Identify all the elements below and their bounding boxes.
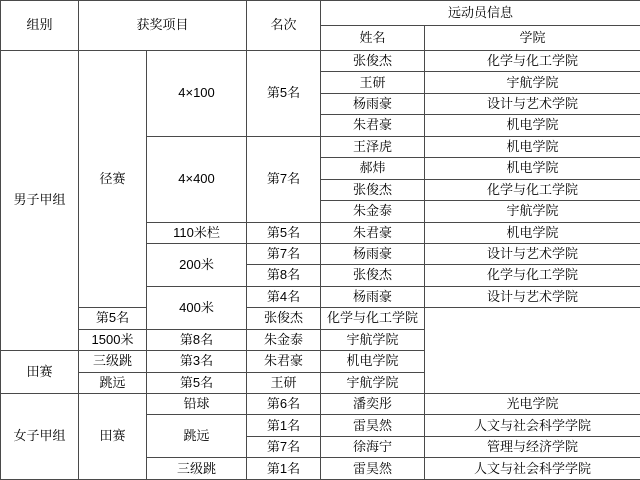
athlete-college: 管理与经济学院 [425,436,640,457]
group-label: 女子甲组 [1,394,79,480]
athlete-name: 雷昊然 [321,458,425,480]
athlete-college: 化学与化工学院 [425,265,640,286]
rank-label: 第5名 [79,308,147,329]
event-label: 径赛 [79,51,147,308]
athlete-name: 王研 [247,372,321,393]
rank-label: 第5名 [247,51,321,137]
item-label: 跳远 [147,415,247,458]
athlete-name: 杨雨豪 [321,243,425,264]
athlete-name: 潘奕彤 [321,394,425,415]
athlete-college: 化学与化工学院 [321,308,425,329]
athlete-college: 宇航学院 [321,372,425,393]
table-row [1,394,640,415]
item-label: 1500米 [79,329,147,350]
athlete-college: 机电学院 [425,136,640,157]
item-label: 400米 [147,286,247,329]
table-row [1,308,640,329]
header-group: 组别 [1,1,79,51]
header-name: 姓名 [321,26,425,51]
athlete-college: 化学与化工学院 [425,179,640,200]
group-label: 男子甲组 [1,51,79,351]
athlete-name: 杨雨豪 [321,93,425,114]
rank-label: 第6名 [247,394,321,415]
event-label: 田赛 [1,351,79,394]
athlete-college: 机电学院 [321,351,425,372]
rank-label: 第1名 [247,458,321,480]
item-label: 三级跳 [79,351,147,372]
header-event-item: 获奖项目 [79,1,247,51]
athlete-name: 郝炜 [321,158,425,179]
athlete-college: 人文与社会科学学院 [425,415,640,436]
rank-label: 第7名 [247,136,321,222]
rank-label: 第7名 [247,243,321,264]
rank-label: 第4名 [247,286,321,307]
athlete-name: 朱君豪 [247,351,321,372]
athlete-name: 朱君豪 [321,222,425,243]
athlete-college: 机电学院 [425,222,640,243]
athlete-college: 机电学院 [425,158,640,179]
rank-label: 第1名 [247,415,321,436]
athlete-name: 徐海宁 [321,436,425,457]
table-row [1,51,640,72]
rank-label: 第8名 [147,329,247,350]
table-row [1,329,640,350]
table-row [1,372,640,393]
athlete-name: 张俊杰 [321,51,425,72]
athlete-college: 人文与社会科学学院 [425,458,640,480]
rank-label: 第7名 [247,436,321,457]
athlete-name: 张俊杰 [247,308,321,329]
athlete-name: 张俊杰 [321,265,425,286]
athlete-name: 朱金泰 [321,201,425,222]
athlete-name: 朱君豪 [321,115,425,136]
athlete-name: 张俊杰 [321,179,425,200]
athlete-college: 宇航学院 [425,201,640,222]
header-rank: 名次 [247,1,321,51]
athlete-college: 设计与艺术学院 [425,286,640,307]
rank-label: 第8名 [247,265,321,286]
athlete-college: 设计与艺术学院 [425,93,640,114]
athlete-college: 宇航学院 [425,72,640,93]
athlete-name: 雷昊然 [321,415,425,436]
item-label: 200米 [147,243,247,286]
table-header-row [1,1,640,26]
item-label: 4×100 [147,51,247,137]
event-label: 田赛 [79,394,147,480]
item-label: 110米栏 [147,222,247,243]
athlete-name: 朱金泰 [247,329,321,350]
header-college: 学院 [425,26,640,51]
athlete-college: 设计与艺术学院 [425,243,640,264]
athlete-college: 宇航学院 [321,329,425,350]
athlete-name: 杨雨豪 [321,286,425,307]
table-row [1,351,640,372]
item-label: 4×400 [147,136,247,222]
item-label: 铅球 [147,394,247,415]
rank-label: 第5名 [247,222,321,243]
athlete-college: 机电学院 [425,115,640,136]
athlete-college: 光电学院 [425,394,640,415]
athlete-college: 化学与化工学院 [425,51,640,72]
rank-label: 第5名 [147,372,247,393]
item-label: 三级跳 [147,458,247,480]
header-athlete-info: 远动员信息 [321,1,640,26]
athlete-name: 王研 [321,72,425,93]
rank-label: 第3名 [147,351,247,372]
athlete-name: 王泽虎 [321,136,425,157]
item-label: 跳远 [79,372,147,393]
